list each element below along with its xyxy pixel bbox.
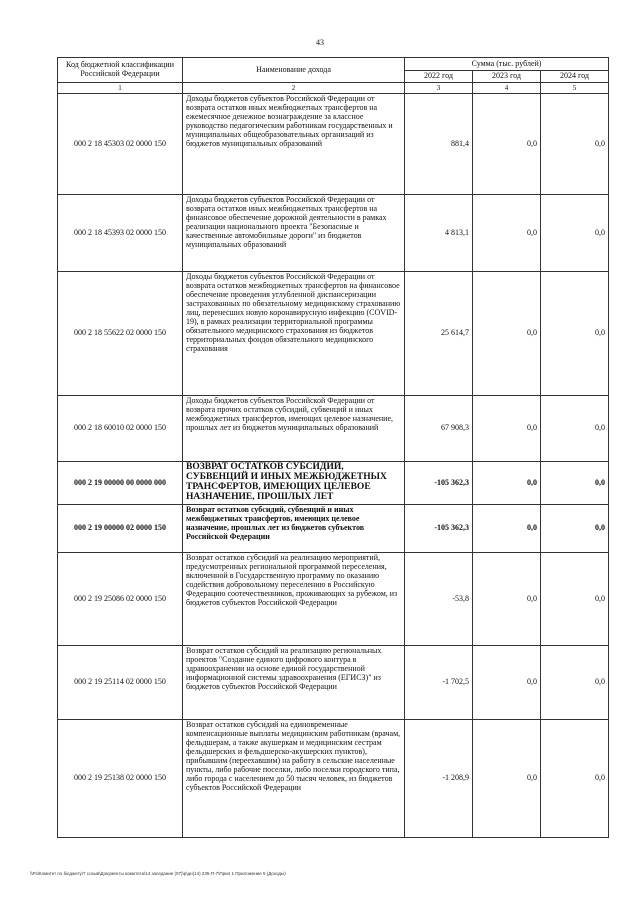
amount-2023-cell: 0,0 [473,505,541,553]
budget-code-cell: 000 2 19 00000 02 0000 150 [58,505,183,553]
income-name-cell: Возврат остатков субсидий, субвенций и иных межбюджетных трансфертов, имеющих целевое назначение, прошлых лет из бюджетов субъектов Российской Федерации [183,505,405,553]
amount-2022-cell: -105 362,3 [405,462,473,505]
amount-2022-cell: 4 813,1 [405,195,473,272]
amount-2024-cell: 0,0 [541,646,609,720]
budget-code-cell: 000 2 18 55622 02 0000 150 [58,272,183,396]
header-year-2022: 2022 год [405,71,473,83]
amount-2023-cell: 0,0 [473,94,541,195]
col-number: 1 [58,83,183,94]
table-row [58,396,609,462]
amount-2023-cell: 0,0 [473,272,541,396]
amount-2022-cell: -1 702,5 [405,646,473,720]
amount-2024-cell: 0,0 [541,94,609,195]
page-number: 43 [316,38,324,47]
amount-2024-cell: 0,0 [541,195,609,272]
amount-2022-cell: 881,4 [405,94,473,195]
table-row [58,720,609,838]
budget-code-cell: 000 2 18 45393 02 0000 150 [58,195,183,272]
table-row [58,646,609,720]
budget-code-cell: 000 2 19 25114 02 0000 150 [58,646,183,720]
amount-2024-cell: 0,0 [541,272,609,396]
header-name: Наименование дохода [183,58,405,83]
amount-2024-cell: 0,0 [541,462,609,505]
amount-2023-cell: 0,0 [473,195,541,272]
amount-2023-cell: 0,0 [473,553,541,646]
table-row [58,195,609,272]
table-row [58,505,609,553]
income-name-cell: Возврат остатков субсидий на единовременные компенсационные выплаты медицинским работникам (врачам, фельдшерам, а также акушеркам и медицинским сестрам фельдшерских и фельдшерско-акушерских пунктов), прибывшим (переехавшим) на работу в сельские населенные пункты, либо рабочие поселки, либо поселки городского типа, либо города с населением до 50 тысяч человек, из бюджетов субъектов Российской Федерации [183,720,405,838]
amount-2023-cell: 0,0 [473,720,541,838]
table-row [58,462,609,505]
amount-2023-cell: 0,0 [473,646,541,720]
income-name-cell: Доходы бюджетов субъектов Российской Федерации от возврата остатков межбюджетных трансфертов на финансовое обеспечение проведения углубленной диспансеризации застрахованных по обязательному медицинскому страхованию лиц, перенесших новую коронавирусную инфекцию (COVID-19), в рамках реализации территориальной программы обязательного медицинского страхования из бюджетов территориальных фондов обязательного медицинского страхования [183,272,405,396]
budget-code-cell: 000 2 18 45303 02 0000 150 [58,94,183,195]
amount-2023-cell: 0,0 [473,396,541,462]
amount-2022-cell: -105 362,3 [405,505,473,553]
table-row [58,94,609,195]
budget-code-cell: 000 2 19 25138 02 0000 150 [58,720,183,838]
table-row [58,553,609,646]
amount-2022-cell: -53,8 [405,553,473,646]
income-name-cell: Доходы бюджетов субъектов Российской Федерации от возврата остатков иных межбюджетных трансфертов на ежемесячное денежное вознаграждение за классное руководство педагогическим работникам государственных и муниципальных общеобразовательных организаций из бюджетов муниципальных образований [183,94,405,195]
income-name-cell: ВОЗВРАТ ОСТАТКОВ СУБСИДИЙ, СУБВЕНЦИЙ И ИНЫХ МЕЖБЮДЖЕТНЫХ ТРАНСФЕРТОВ, ИМЕЮЩИХ ЦЕЛЕВОЕ НАЗНАЧЕНИЕ, ПРОШЛЫХ ЛЕТ [183,462,405,505]
amount-2024-cell: 0,0 [541,553,609,646]
col-number: 5 [541,83,609,94]
budget-code-cell: 000 2 19 00000 00 0000 000 [58,462,183,505]
header-year-2024: 2024 год [541,71,609,83]
amount-2024-cell: 0,0 [541,505,609,553]
amount-2022-cell: -1 208,9 [405,720,473,838]
col-number: 2 [183,83,405,94]
budget-table [57,57,609,838]
header-sum: Сумма (тыс. рублей) [405,58,609,71]
income-name-cell: Возврат остатков субсидий на реализацию региональных проектов "Создание единого цифрового контура в здравоохранении на основе единой государственной информационной системы здравоохранения (ЕГИСЗ)" из бюджетов субъектов Российской Федерации [183,646,405,720]
file-path-footer: \\Ps\Комитет по бюджету\7 созыв\Документы комитета\14 заседание (07)\р\дн(14) 235-П-7\Прил 1 Приложение 5 (Доходы) [30,871,286,876]
table-row [58,272,609,396]
amount-2022-cell: 25 614,7 [405,272,473,396]
amount-2022-cell: 67 908,3 [405,396,473,462]
amount-2024-cell: 0,0 [541,720,609,838]
budget-code-cell: 000 2 18 60010 02 0000 150 [58,396,183,462]
income-name-cell: Доходы бюджетов субъектов Российской Федерации от возврата прочих остатков субсидий, субвенций и иных межбюджетных трансфертов, имеющих целевое назначение, прошлых лет из бюджетов муниципальных образований [183,396,405,462]
budget-code-cell: 000 2 19 25086 02 0000 150 [58,553,183,646]
income-name-cell: Доходы бюджетов субъектов Российской Федерации от возврата остатков иных межбюджетных трансфертов на финансовое обеспечение дорожной деятельности в рамках реализации национального проекта "Безопасные и качественные автомобильные дороги" из бюджетов муниципальных образований [183,195,405,272]
header-year-2023: 2023 год [473,71,541,83]
col-number: 3 [405,83,473,94]
header-code: Код бюджетной классификации Российской Федерации [58,58,183,83]
amount-2023-cell: 0,0 [473,462,541,505]
col-number: 4 [473,83,541,94]
amount-2024-cell: 0,0 [541,396,609,462]
income-name-cell: Возврат остатков субсидий на реализацию мероприятий, предусмотренных региональной программой переселения, включенной в Государственную программу по оказанию содействия добровольному переселению в Российскую Федерацию соотечественников, проживающих за рубежом, из бюджетов субъектов Российской Федерации [183,553,405,646]
